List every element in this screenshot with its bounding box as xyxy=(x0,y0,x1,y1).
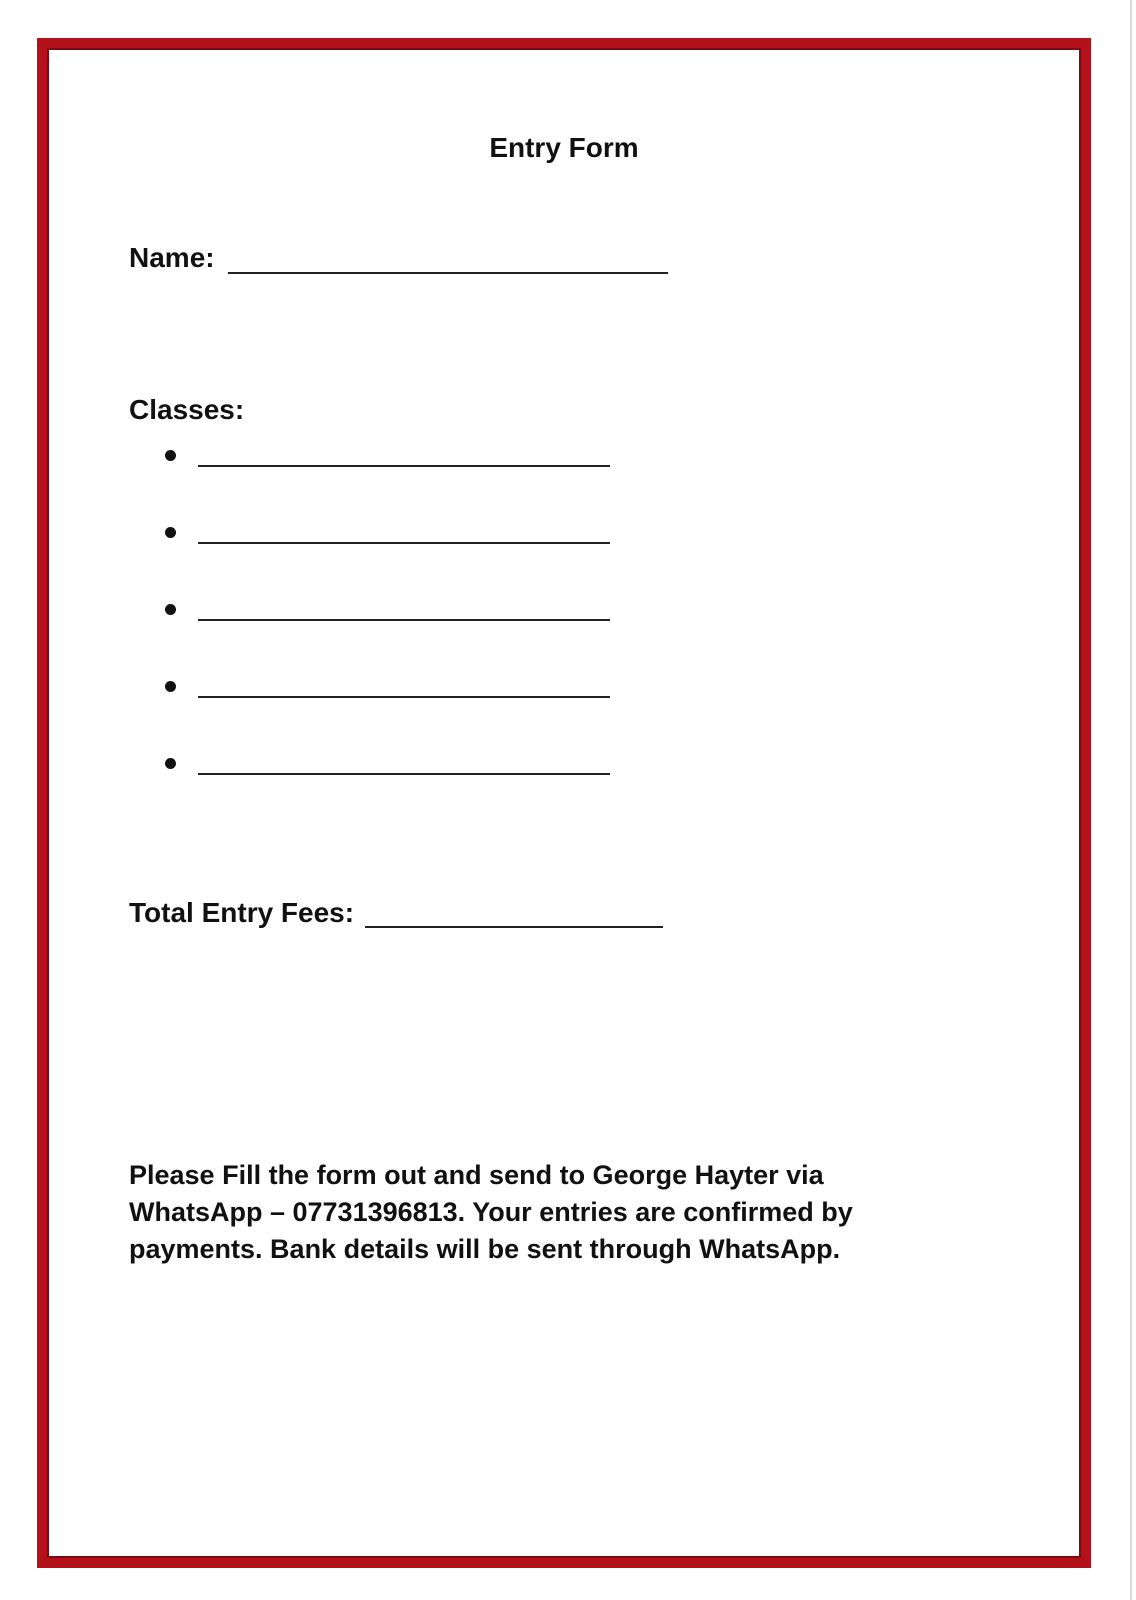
instructions-text: Please Fill the form out and send to George Hayter via WhatsApp – 07731396813. Your entries are confirmed by payments. Bank details will be sent through WhatsApp. xyxy=(129,1160,853,1264)
class-entry-line-4[interactable] xyxy=(198,696,610,698)
total-entry-fees-label: Total Entry Fees: xyxy=(129,897,355,928)
list-bullet xyxy=(165,450,176,461)
list-bullet xyxy=(165,681,176,692)
list-bullet xyxy=(165,527,176,538)
classes-label: Classes: xyxy=(129,394,245,425)
class-entry-line-2[interactable] xyxy=(198,542,610,544)
class-entry-line-5[interactable] xyxy=(198,773,610,775)
name-label: Name: xyxy=(129,242,215,273)
list-bullet xyxy=(165,604,176,615)
page-edge-divider xyxy=(1130,0,1132,1600)
name-field-line[interactable] xyxy=(228,272,668,274)
class-entry-line-1[interactable] xyxy=(198,465,610,467)
total-entry-fees-line[interactable] xyxy=(365,926,663,928)
form-title: Entry Form xyxy=(489,132,639,163)
list-bullet xyxy=(165,758,176,769)
class-entry-line-3[interactable] xyxy=(198,619,610,621)
